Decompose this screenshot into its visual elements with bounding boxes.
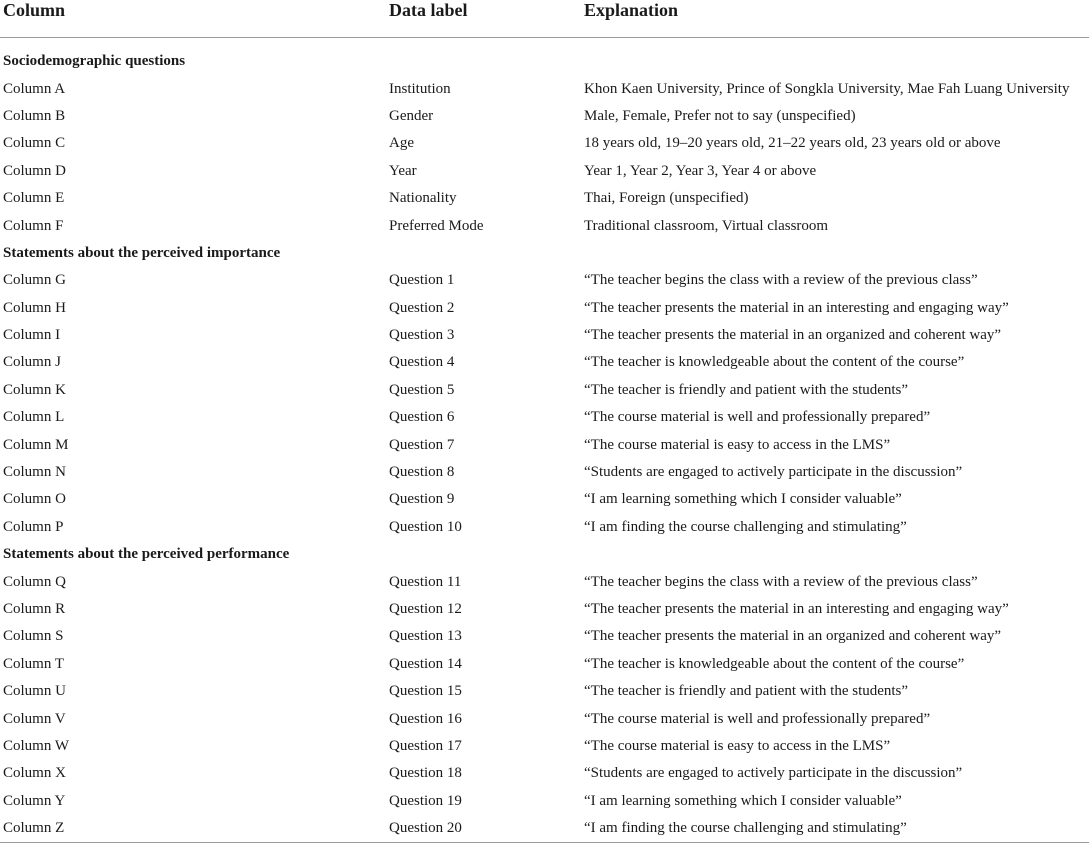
section-heading-row xyxy=(0,48,1089,75)
cell-data-label: Question 6 xyxy=(389,409,455,426)
cell-explanation: “The course material is easy to access in the LMS” xyxy=(584,737,891,754)
cell-explanation: “The teacher begins the class with a review of the previous class” xyxy=(584,573,978,590)
cell-column: Column I xyxy=(3,327,61,344)
cell-data-label: Question 3 xyxy=(389,327,455,344)
cell-column: Column O xyxy=(3,491,66,508)
cell-explanation: “The teacher is knowledgeable about the content of the course” xyxy=(584,655,965,672)
cell-data-label: Question 8 xyxy=(389,464,455,481)
cell-explanation: Khon Kaen University, Prince of Songkla University, Mae Fah Luang University xyxy=(584,80,1070,97)
cell-data-label: Question 7 xyxy=(389,436,455,453)
cell-data-label: Question 2 xyxy=(389,299,455,316)
table-row xyxy=(0,623,1089,650)
cell-explanation: “The course material is well and professionally prepared” xyxy=(584,710,931,727)
cell-column: Column U xyxy=(3,683,66,700)
cell-data-label: Age xyxy=(389,135,414,152)
cell-data-label: Question 18 xyxy=(389,765,462,782)
cell-column: Column C xyxy=(3,135,66,152)
cell-column: Column H xyxy=(3,299,66,316)
header-row xyxy=(0,0,1089,38)
cell-column: Column Y xyxy=(3,792,66,809)
table-row xyxy=(0,322,1089,349)
table-row xyxy=(0,705,1089,732)
section-heading-row xyxy=(0,541,1089,568)
cell-data-label: Question 10 xyxy=(389,518,462,535)
header-explanation: Explanation xyxy=(584,0,1089,38)
cell-explanation: “The teacher is friendly and patient with the students” xyxy=(584,381,909,398)
cell-explanation: Male, Female, Prefer not to say (unspecified) xyxy=(584,107,856,124)
cell-column: Column W xyxy=(3,737,69,754)
table-row xyxy=(0,459,1089,486)
cell-column: Column S xyxy=(3,628,64,645)
table-row xyxy=(0,185,1089,212)
cell-column: Column Z xyxy=(0,815,389,843)
cell-explanation: “The teacher is friendly and patient with the students” xyxy=(584,683,909,700)
table-header xyxy=(0,0,1089,38)
cell-column: Column Q xyxy=(3,573,66,590)
cell-data-label: Question 1 xyxy=(389,272,455,289)
table-row xyxy=(0,651,1089,678)
cell-explanation: “I am learning something which I consider valuable” xyxy=(584,792,902,809)
cell-column: Column E xyxy=(3,190,65,207)
cell-explanation: “I am finding the course challenging and stimulating” xyxy=(584,518,907,535)
cell-data-label: Question 13 xyxy=(389,628,462,645)
cell-data-label: Question 11 xyxy=(389,573,462,590)
cell-column: Column L xyxy=(3,409,65,426)
cell-data-label: Question 16 xyxy=(389,710,462,727)
cell-explanation: “The course material is easy to access in the LMS” xyxy=(584,436,891,453)
cell-column: Column J xyxy=(3,354,61,371)
cell-data-label: Institution xyxy=(389,80,451,97)
cell-data-label: Question 12 xyxy=(389,601,462,617)
cell-column: Column P xyxy=(3,518,64,535)
cell-column: Column M xyxy=(3,436,69,453)
cell-column: Column T xyxy=(3,655,64,672)
cell-data-label: Gender xyxy=(389,107,434,124)
cell-explanation: “Students are engaged to actively participate in the discussion” xyxy=(584,765,963,782)
table-row xyxy=(0,815,1089,843)
cell-explanation: Thai, Foreign (unspecified) xyxy=(584,190,749,207)
cell-column: Column G xyxy=(3,272,66,289)
table-row xyxy=(0,130,1089,157)
header-data-label: Data label xyxy=(389,0,584,38)
cell-column: Column X xyxy=(3,765,66,782)
cell-explanation: “The teacher presents the material in an interesting and engaging way” xyxy=(584,601,1009,617)
table-row xyxy=(0,404,1089,431)
cell-data-label: Question 17 xyxy=(389,737,462,754)
table-row xyxy=(0,75,1089,102)
cell-data-label: Question 14 xyxy=(389,655,462,672)
cell-data-label: Preferred Mode xyxy=(389,217,484,234)
cell-data-label: Year xyxy=(389,162,417,179)
cell-column: Column D xyxy=(3,162,66,179)
cell-explanation: “I am learning something which I consider valuable” xyxy=(584,491,902,508)
cell-column: Column V xyxy=(3,710,66,727)
table-row xyxy=(0,678,1089,705)
cell-column: Column R xyxy=(3,601,66,617)
table-row xyxy=(0,212,1089,239)
table-row xyxy=(0,568,1089,595)
table-row xyxy=(0,295,1089,322)
table-row xyxy=(0,103,1089,130)
cell-data-label: Question 5 xyxy=(389,381,455,398)
table-row xyxy=(0,267,1089,294)
cell-explanation: “The course material is well and professionally prepared” xyxy=(584,409,931,426)
section-heading-row xyxy=(0,240,1089,267)
section-title: Sociodemographic questions xyxy=(3,53,186,70)
header-column: Column xyxy=(0,0,389,38)
cell-data-label: Question 20 xyxy=(389,815,584,843)
table-row xyxy=(0,596,1089,623)
cell-column: Column N xyxy=(3,464,66,481)
cell-explanation: “The teacher begins the class with a review of the previous class” xyxy=(584,272,978,289)
cell-column: Column K xyxy=(3,381,66,398)
cell-column: Column A xyxy=(3,80,66,97)
cell-explanation: “The teacher is knowledgeable about the content of the course” xyxy=(584,354,965,371)
cell-data-label: Question 4 xyxy=(389,354,455,371)
cell-column: Column B xyxy=(3,107,66,124)
cell-explanation: Year 1, Year 2, Year 3, Year 4 or above xyxy=(584,162,817,179)
cell-explanation: “The teacher presents the material in an interesting and engaging way” xyxy=(584,299,1009,316)
cell-explanation: “The teacher presents the material in an organized and coherent way” xyxy=(584,327,1002,344)
cell-data-label: Question 15 xyxy=(389,683,462,700)
table-row xyxy=(0,158,1089,185)
table-row xyxy=(0,788,1089,815)
cell-explanation: Traditional classroom, Virtual classroom xyxy=(584,217,829,234)
cell-data-label: Question 9 xyxy=(389,491,455,508)
table-row xyxy=(0,733,1089,760)
spacer-row xyxy=(0,38,1089,49)
cell-data-label: Question 19 xyxy=(389,792,462,809)
table-row xyxy=(0,486,1089,513)
cell-explanation: “Students are engaged to actively participate in the discussion” xyxy=(584,464,963,481)
cell-column: Column F xyxy=(3,217,64,234)
table-row xyxy=(0,760,1089,787)
cell-explanation: “I am finding the course challenging and stimulating” xyxy=(584,815,1089,843)
table-body xyxy=(0,38,1089,843)
section-title: Statements about the perceived importance xyxy=(3,244,281,261)
section-title: Statements about the perceived performance xyxy=(3,546,290,563)
table-row xyxy=(0,349,1089,376)
table-row xyxy=(0,377,1089,404)
cell-data-label: Nationality xyxy=(389,190,457,207)
cell-explanation: “The teacher presents the material in an organized and coherent way” xyxy=(584,628,1002,645)
table-row xyxy=(0,431,1089,458)
table-row xyxy=(0,514,1089,541)
cell-explanation: 18 years old, 19–20 years old, 21–22 years old, 23 years old or above xyxy=(584,135,1001,152)
